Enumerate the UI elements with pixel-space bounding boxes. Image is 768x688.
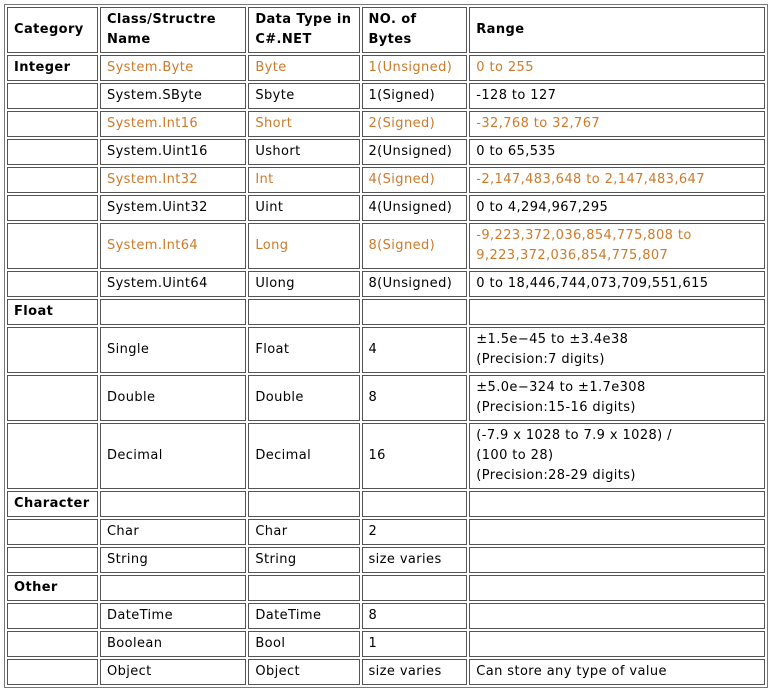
table-row bbox=[7, 547, 765, 573]
empty-cell bbox=[469, 491, 765, 517]
table-row bbox=[7, 375, 765, 421]
bytes-cell: 8(Signed) bbox=[362, 223, 468, 269]
category-empty-cell bbox=[7, 327, 98, 373]
category-empty-cell bbox=[7, 139, 98, 165]
category-empty-cell bbox=[7, 195, 98, 221]
empty-cell bbox=[362, 299, 468, 325]
range-line: (Precision:7 digits) bbox=[476, 352, 605, 367]
category-integer: Integer bbox=[7, 55, 98, 81]
range-line: -9,223,372,036,854,775,808 to bbox=[476, 228, 692, 243]
class-name-cell: System.SByte bbox=[100, 83, 246, 109]
class-name-cell: System.Uint64 bbox=[100, 271, 246, 297]
empty-cell bbox=[248, 299, 359, 325]
class-name-cell: Boolean bbox=[100, 631, 246, 657]
table-row bbox=[7, 167, 765, 193]
empty-cell bbox=[100, 491, 246, 517]
header-row bbox=[7, 7, 765, 53]
range-cell bbox=[469, 375, 765, 421]
range-cell bbox=[469, 547, 765, 573]
class-name-cell: Char bbox=[100, 519, 246, 545]
empty-cell bbox=[362, 491, 468, 517]
data-type-cell: Object bbox=[248, 659, 359, 685]
table-row bbox=[7, 631, 765, 657]
data-type-cell: Double bbox=[248, 375, 359, 421]
data-type-cell: Int bbox=[248, 167, 359, 193]
data-type-cell: Byte bbox=[248, 55, 359, 81]
range-cell: 0 to 4,294,967,295 bbox=[469, 195, 765, 221]
table-row bbox=[7, 195, 765, 221]
category-empty-cell bbox=[7, 111, 98, 137]
bytes-cell: 4(Signed) bbox=[362, 167, 468, 193]
class-name-cell: Double bbox=[100, 375, 246, 421]
class-name-cell: Decimal bbox=[100, 423, 246, 489]
empty-cell bbox=[248, 575, 359, 601]
category-empty-cell bbox=[7, 659, 98, 685]
range-line: (100 to 28) bbox=[476, 448, 554, 463]
range-cell bbox=[469, 631, 765, 657]
class-name-cell: Object bbox=[100, 659, 246, 685]
data-type-cell: DateTime bbox=[248, 603, 359, 629]
class-name-cell: System.Uint32 bbox=[100, 195, 246, 221]
bytes-cell: 1(Unsigned) bbox=[362, 55, 468, 81]
category-empty-cell bbox=[7, 423, 98, 489]
bytes-cell: 8 bbox=[362, 603, 468, 629]
table-row bbox=[7, 423, 765, 489]
range-line: (Precision:15-16 digits) bbox=[476, 400, 636, 415]
category-empty-cell bbox=[7, 83, 98, 109]
category-other: Other bbox=[7, 575, 98, 601]
table-row bbox=[7, 111, 765, 137]
category-empty-cell bbox=[7, 223, 98, 269]
table-row bbox=[7, 327, 765, 373]
range-cell: 0 to 65,535 bbox=[469, 139, 765, 165]
range-line: ±1.5e−45 to ±3.4e38 bbox=[476, 332, 629, 347]
header-category: Category bbox=[7, 7, 98, 53]
bytes-cell: 4(Unsigned) bbox=[362, 195, 468, 221]
class-name-cell: System.Int64 bbox=[100, 223, 246, 269]
header-class-name: Class/Structre Name bbox=[100, 7, 246, 53]
table-row bbox=[7, 299, 765, 325]
data-type-cell: Float bbox=[248, 327, 359, 373]
bytes-cell: 2(Unsigned) bbox=[362, 139, 468, 165]
range-line: ±5.0e−324 to ±1.7e308 bbox=[476, 380, 646, 395]
header-bytes: NO. of Bytes bbox=[362, 7, 468, 53]
range-cell: Can store any type of value bbox=[469, 659, 765, 685]
bytes-cell: 1(Signed) bbox=[362, 83, 468, 109]
table-row bbox=[7, 491, 765, 517]
class-name-cell: Single bbox=[100, 327, 246, 373]
header-data-type: Data Type in C#.NET bbox=[248, 7, 359, 53]
range-cell bbox=[469, 603, 765, 629]
category-empty-cell bbox=[7, 271, 98, 297]
bytes-cell: size varies bbox=[362, 547, 468, 573]
table-row bbox=[7, 519, 765, 545]
bytes-cell: 2 bbox=[362, 519, 468, 545]
data-type-cell: Long bbox=[248, 223, 359, 269]
data-type-cell: Ulong bbox=[248, 271, 359, 297]
class-name-cell: System.Int32 bbox=[100, 167, 246, 193]
data-type-cell: Char bbox=[248, 519, 359, 545]
bytes-cell: 1 bbox=[362, 631, 468, 657]
range-cell: -32,768 to 32,767 bbox=[469, 111, 765, 137]
data-types-table bbox=[4, 4, 768, 688]
table-row bbox=[7, 575, 765, 601]
table-row bbox=[7, 55, 765, 81]
class-name-cell: System.Uint16 bbox=[100, 139, 246, 165]
bytes-cell: size varies bbox=[362, 659, 468, 685]
category-empty-cell bbox=[7, 519, 98, 545]
category-empty-cell bbox=[7, 603, 98, 629]
category-float: Float bbox=[7, 299, 98, 325]
range-cell: -128 to 127 bbox=[469, 83, 765, 109]
empty-cell bbox=[100, 575, 246, 601]
table-row bbox=[7, 139, 765, 165]
class-name-cell: System.Int16 bbox=[100, 111, 246, 137]
class-name-cell: String bbox=[100, 547, 246, 573]
class-name-cell: System.Byte bbox=[100, 55, 246, 81]
bytes-cell: 16 bbox=[362, 423, 468, 489]
table-row bbox=[7, 271, 765, 297]
category-empty-cell bbox=[7, 167, 98, 193]
table-row bbox=[7, 603, 765, 629]
table-row bbox=[7, 223, 765, 269]
empty-cell bbox=[362, 575, 468, 601]
category-empty-cell bbox=[7, 631, 98, 657]
data-type-cell: Decimal bbox=[248, 423, 359, 489]
range-cell bbox=[469, 519, 765, 545]
empty-cell bbox=[469, 575, 765, 601]
range-cell: 0 to 255 bbox=[469, 55, 765, 81]
data-type-cell: Uint bbox=[248, 195, 359, 221]
data-type-cell: String bbox=[248, 547, 359, 573]
header-range: Range bbox=[469, 7, 765, 53]
data-type-cell: Bool bbox=[248, 631, 359, 657]
range-cell: 0 to 18,446,744,073,709,551,615 bbox=[469, 271, 765, 297]
range-cell: -2,147,483,648 to 2,147,483,647 bbox=[469, 167, 765, 193]
range-cell bbox=[469, 327, 765, 373]
empty-cell bbox=[100, 299, 246, 325]
empty-cell bbox=[469, 299, 765, 325]
class-name-cell: DateTime bbox=[100, 603, 246, 629]
table-row bbox=[7, 659, 765, 685]
category-empty-cell bbox=[7, 547, 98, 573]
empty-cell bbox=[248, 491, 359, 517]
category-empty-cell bbox=[7, 375, 98, 421]
category-character: Character bbox=[7, 491, 98, 517]
range-cell bbox=[469, 223, 765, 269]
bytes-cell: 2(Signed) bbox=[362, 111, 468, 137]
table-row bbox=[7, 83, 765, 109]
range-cell bbox=[469, 423, 765, 489]
range-line: 9,223,372,036,854,775,807 bbox=[476, 248, 669, 263]
data-type-cell: Ushort bbox=[248, 139, 359, 165]
bytes-cell: 4 bbox=[362, 327, 468, 373]
data-type-cell: Short bbox=[248, 111, 359, 137]
bytes-cell: 8(Unsigned) bbox=[362, 271, 468, 297]
data-type-cell: Sbyte bbox=[248, 83, 359, 109]
range-line: (Precision:28-29 digits) bbox=[476, 468, 636, 483]
bytes-cell: 8 bbox=[362, 375, 468, 421]
range-line: (-7.9 x 1028 to 7.9 x 1028) / bbox=[476, 428, 672, 443]
